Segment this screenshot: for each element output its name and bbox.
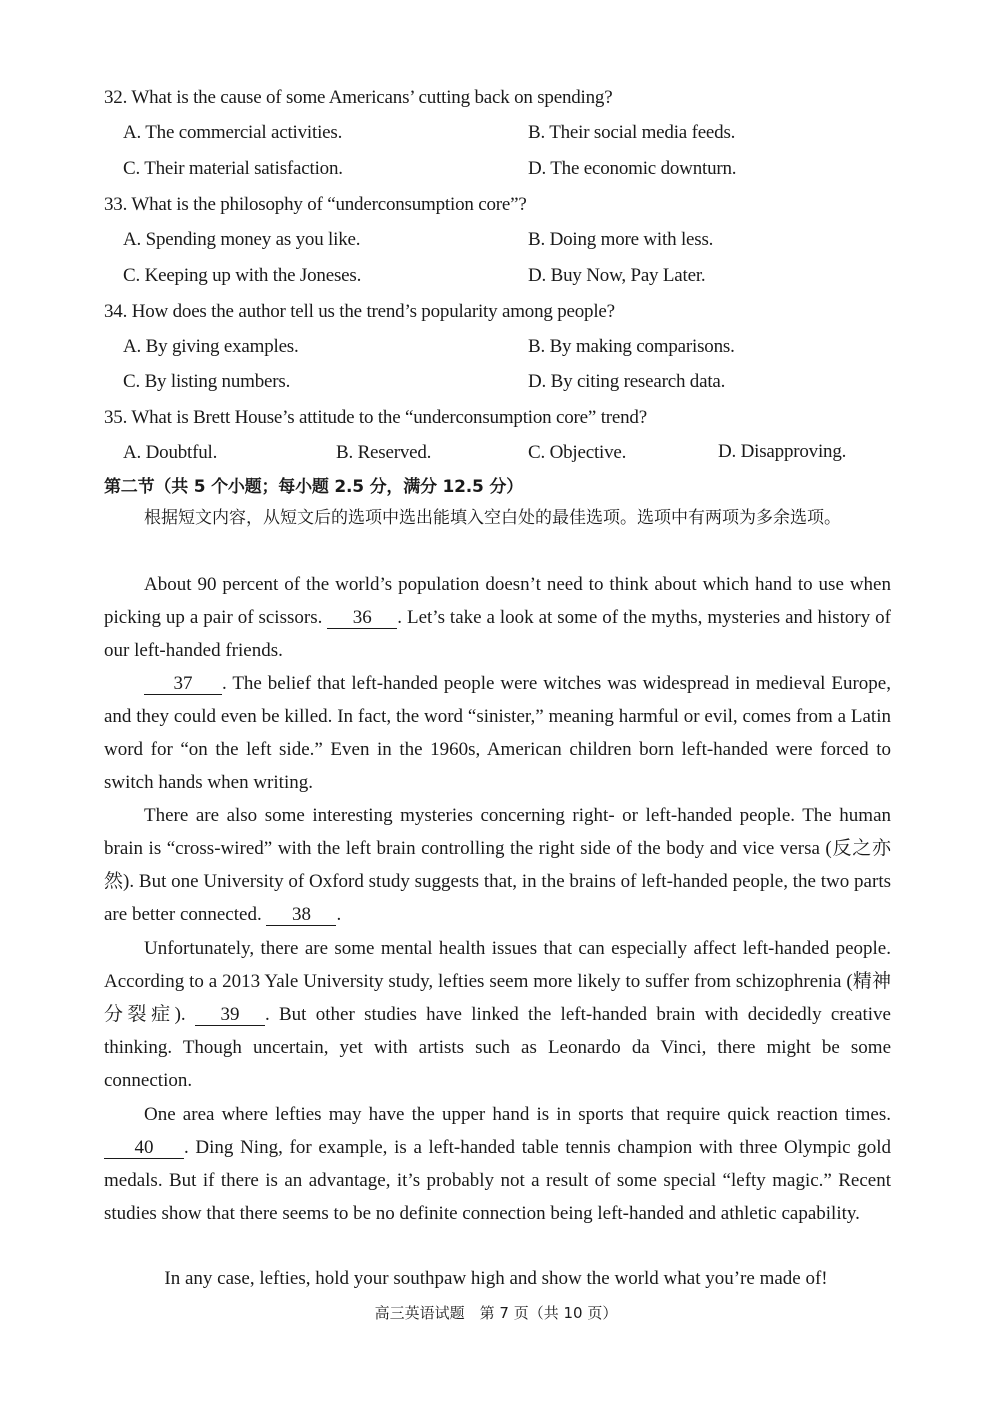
paragraph-text: There are also some interesting mysteries concerning right- or left-handed people. The human brain is “cross-wired” with the left brain controlling the right side of the body and vice versa (反之亦然). But one University of Oxford study suggests that, in the brains of left-handed people, the two parts are better connected. bbox=[104, 805, 891, 925]
paragraph-text: . The belief that left-handed people were witches was widespread in medieval Europe, and they could even be killed. In fact, the word “sinister,” meaning harmful or evil, comes from a Latin word for “on the left side.” Even in the 1960s, American children born left-handed were forced to switch hands when writing. bbox=[104, 673, 891, 793]
q34-option-c: C. By listing numbers. bbox=[123, 371, 291, 392]
q34-option-a: A. By giving examples. bbox=[123, 336, 299, 357]
blank-36[interactable]: 36 bbox=[327, 608, 397, 629]
q35-option-a: A. Doubtful. bbox=[123, 442, 218, 463]
section-instruction: 根据短文内容，从短文后的选项中选出能填入空白处的最佳选项。选项中有两项为多余选项。 bbox=[144, 508, 841, 528]
q33-option-c: C. Keeping up with the Joneses. bbox=[123, 265, 362, 286]
blank-38[interactable]: 38 bbox=[266, 905, 336, 926]
q33-option-b: B. Doing more with less. bbox=[528, 229, 714, 250]
q33-option-a: A. Spending money as you like. bbox=[123, 229, 361, 250]
q34-option-b: B. By making comparisons. bbox=[528, 336, 735, 357]
passage-paragraph-3 bbox=[104, 799, 891, 931]
blank-37[interactable]: 37 bbox=[144, 674, 222, 695]
q35-option-d: D. Disapproving. bbox=[718, 441, 847, 462]
q32-option-b: B. Their social media feeds. bbox=[528, 122, 736, 143]
page-footer: 高三英语试题 第 7 页（共 10 页） bbox=[374, 1304, 618, 1322]
paragraph-text: One area where lefties may have the upper hand is in sports that require quick reaction times. bbox=[144, 1104, 891, 1125]
passage-paragraph-4 bbox=[104, 932, 891, 1097]
q32-option-c: C. Their material satisfaction. bbox=[123, 158, 343, 179]
question-32-stem: 32. What is the cause of some Americans’ cutting back on spending? bbox=[104, 87, 613, 108]
paragraph-text: . But other studies have linked the left-handed brain with decidedly creative thinking. Though uncertain, yet with artists such as Leonardo da Vinci, there might be some connection. bbox=[104, 1004, 891, 1091]
paragraph-text: . Ding Ning, for example, is a left-handed table tennis champion with three Olympic gold medals. But if there is an advantage, it’s probably not a result of some special “lefty magic.” Recent studies show that there seems to be no definite connection being left-handed and athletic capability. bbox=[104, 1137, 891, 1224]
paragraph-text: . Let’s take a look at some of the myths, mysteries and history of our left-handed friends. bbox=[104, 607, 892, 661]
passage-paragraph-2 bbox=[104, 667, 891, 799]
passage-paragraph-1 bbox=[104, 568, 891, 667]
question-35-stem: 35. What is Brett House’s attitude to the “underconsumption core” trend? bbox=[104, 407, 647, 428]
passage-closing: In any case, lefties, hold your southpaw high and show the world what you’re made of! bbox=[164, 1268, 828, 1289]
q32-option-d: D. The economic downturn. bbox=[528, 158, 737, 179]
question-34-stem: 34. How does the author tell us the trend’s popularity among people? bbox=[104, 301, 615, 322]
q35-option-c: C. Objective. bbox=[528, 442, 627, 463]
question-33-stem: 33. What is the philosophy of “underconsumption core”? bbox=[104, 194, 527, 215]
paragraph-text: About 90 percent of the world’s population doesn’t need to think about which hand to use when picking up a pair of scissors. bbox=[104, 574, 891, 628]
q33-option-d: D. Buy Now, Pay Later. bbox=[528, 265, 706, 286]
section-heading: 第二节（共 5 个小题；每小题 2.5 分，满分 12.5 分） bbox=[104, 477, 523, 497]
q35-option-b: B. Reserved. bbox=[336, 442, 432, 463]
paragraph-text: Unfortunately, there are some mental health issues that can especially affect left-handed people. According to a 2013 Yale University study, lefties seem more likely to suffer from schizophrenia (精神分裂症). bbox=[104, 938, 891, 1025]
q32-option-a: A. The commercial activities. bbox=[123, 122, 343, 143]
paragraph-text: . bbox=[336, 904, 342, 925]
passage-paragraph-5 bbox=[104, 1098, 891, 1230]
q34-option-d: D. By citing research data. bbox=[528, 371, 726, 392]
blank-40[interactable]: 40 bbox=[104, 1138, 184, 1159]
blank-39[interactable]: 39 bbox=[195, 1005, 265, 1026]
